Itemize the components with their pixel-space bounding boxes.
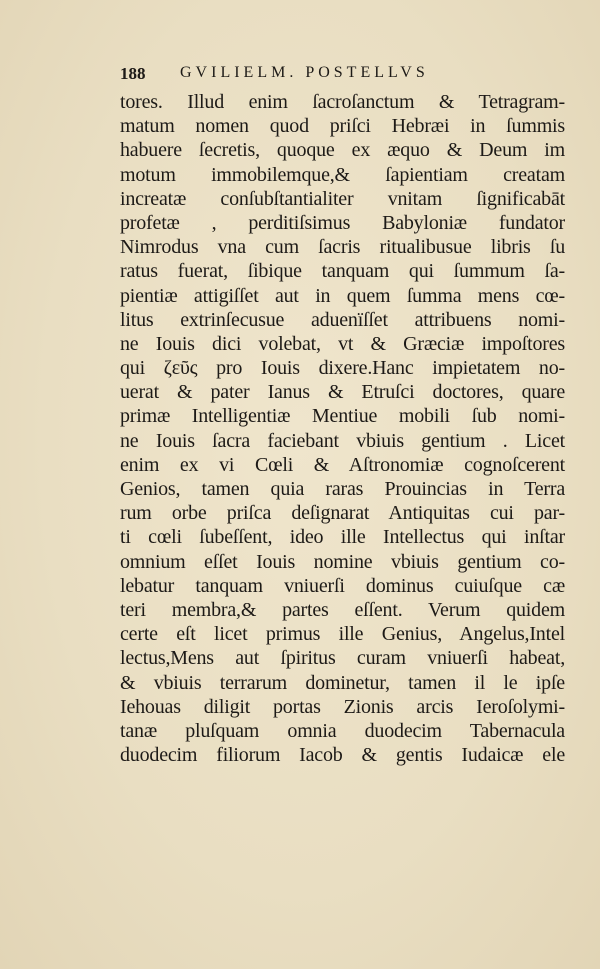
text-line: Nimrodus vna cum ſacris ritualibusue libris ſu [120,236,565,259]
text-line: habuere ſecretis, quoque ex æquo & Deum im [120,139,565,162]
text-line: uerat & pater Ianus & Etruſci doctores, quare [120,381,565,404]
text-line: ti cœli ſubeſſent, ideo ille Intellectus qui inſtar [120,526,565,549]
text-line: ne Iouis dici volebat, vt & Græciæ impoſtores [120,332,565,355]
text-line: duodecim filiorum Iacob & gentis Iudaicæ ele [120,744,565,767]
text-line: teri membra,& partes eſſent. Verum quidem [120,598,565,621]
text-line: motum immobilemque,& ſapientiam creatam [120,163,565,186]
text-line: lebatur tanquam vniuerſi dominus cuiuſque cæ [120,574,565,597]
text-line: ne Iouis ſacra faciebant vbiuis gentium . Licet [120,429,565,452]
text-line: certe eſt licet primus ille Genius, Angelus,Intel [120,623,565,646]
text-line: litus extrinſecusue aduenïſſet attribuens nomi- [120,308,565,331]
page-number: 188 [120,64,146,83]
text-line: tanæ pluſquam omnia duodecim Tabernacula [120,719,565,742]
page-header [120,64,520,86]
text-line: pientiæ attigiſſet aut in quem ſumma mens cœ- [120,284,565,307]
running-head: GVILIELM. POSTELLVS [180,64,429,81]
text-line: tores. Illud enim ſacroſanctum & Tetragram- [120,91,565,113]
text-line: Iehouas diligit portas Zionis arcis Ieroſolymi- [120,695,565,718]
text-line: Genios, tamen quia raras Prouincias in Terra [120,478,565,500]
body-text [120,90,565,767]
text-line: omnium eſſet Iouis nomine vbiuis gentium co- [120,550,565,573]
text-line: matum nomen quod priſci Hebræi in ſummis [120,115,565,138]
text-line: lectus,Mens aut ſpiritus curam vniuerſi habeat, [120,647,565,670]
text-line: qui ζεῦς pro Iouis dixere.Hanc impietatem no- [120,357,565,380]
text-line: primæ Intelligentiæ Mentiue mobili ſub nomi- [120,405,565,428]
text-line: increatæ conſubſtantialiter vnitam ſignificabāt [120,187,565,210]
text-line: & vbiuis terrarum dominetur, tamen il le ipſe [120,671,565,694]
text-line: ratus fuerat, ſibique tanquam qui ſummum ſa- [120,260,565,283]
text-line: enim ex vi Cœli & Aſtronomiæ cognoſcerent [120,453,565,476]
text-line: profetæ , perditiſsimus Babyloniæ fundator [120,211,565,234]
text-line: rum orbe priſca deſignarat Antiquitas cui par- [120,502,565,525]
